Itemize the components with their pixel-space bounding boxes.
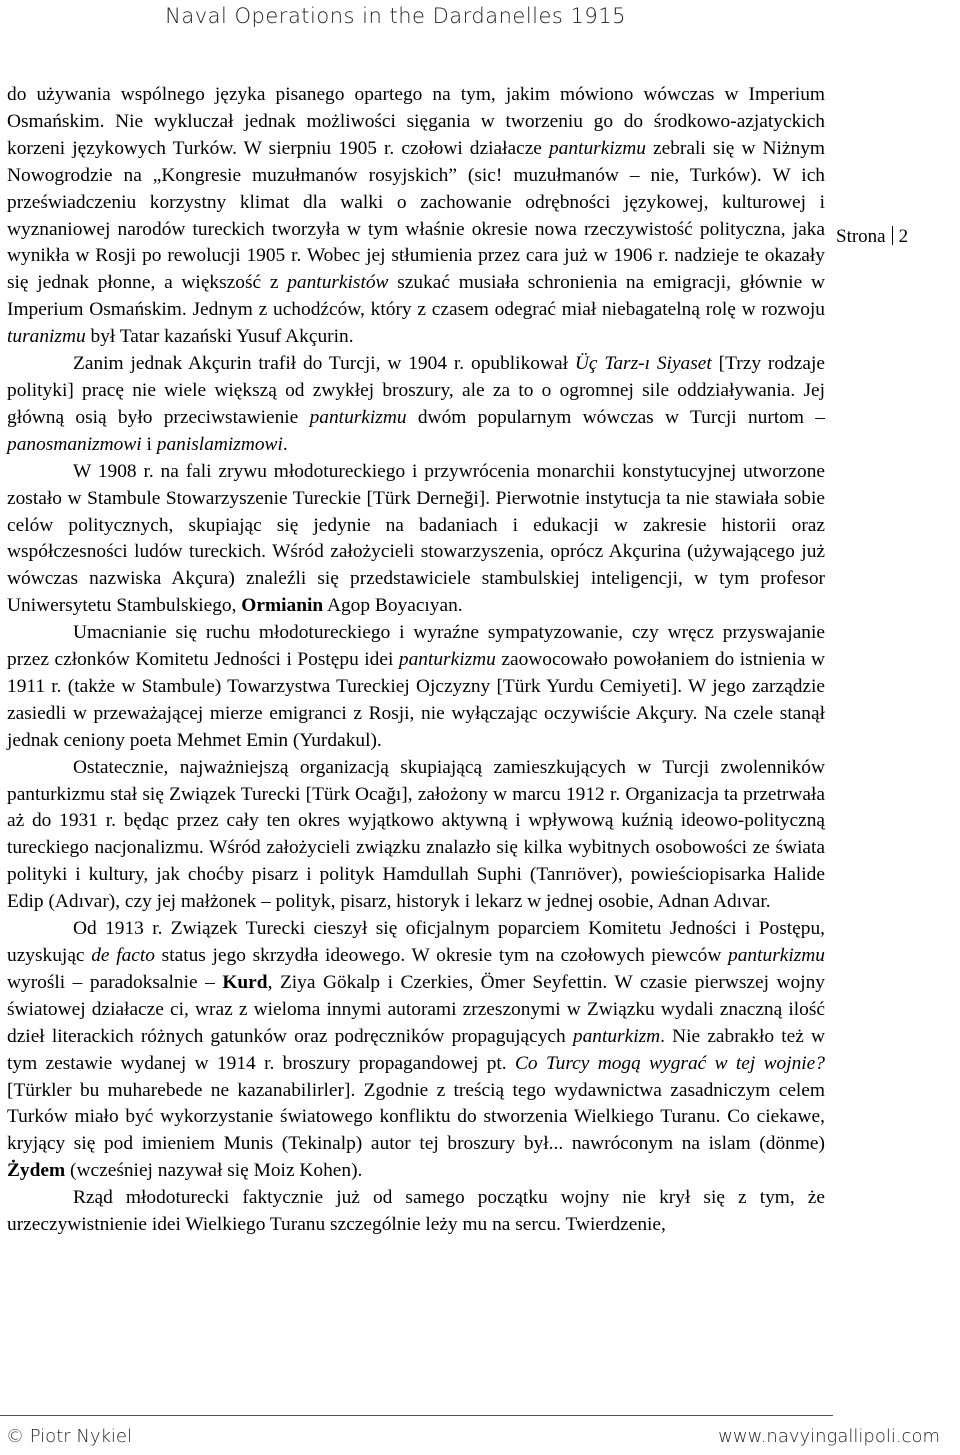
text-run: , Ziya Gökalp i Czerkies, Ömer Seyfettin. W czasie pierwszej wojny światowej działacze ci, wraz z wieloma innymi autorami zrzeszonymi w Związku wydali znaczną ilość dzieł literackich różnych gatunków oraz podręczników propagujących	[7, 971, 825, 1047]
italic-text: panturkizmu	[398, 649, 496, 671]
italic-text: panosmanizmowi	[7, 433, 142, 455]
italic-text: panturkizmu	[728, 945, 825, 966]
page-number: 2	[898, 226, 909, 247]
text-run: Agop Boyacıyan.	[323, 595, 463, 617]
text-run: [Trzy rodzaje polityki] pracę nie wiele większą od zwykłej broszury, ale za to o ogromnej sile oddziaływania. Jej główną osią było przeciwstawienie	[7, 353, 825, 428]
paragraph	[7, 755, 825, 916]
text-run: dwóm popularnym wówczas w Turcji nurtom –	[406, 406, 825, 428]
text-run: Zanim jednak Akçurin trafił do Turcji, w 1904 r. opublikował	[73, 353, 575, 375]
paragraph	[7, 916, 825, 1185]
running-header: Naval Operations in the Dardanelles 1915	[165, 4, 626, 28]
paragraph	[7, 620, 825, 755]
italic-text: panturkizm	[572, 1025, 661, 1047]
italic-text: de facto	[91, 945, 155, 966]
italic-text: Üç Tarz-ı Siyaset	[574, 353, 712, 375]
text-run: Umacnianie się ruchu młodotureckiego i wyraźne sympatyzowanie, czy wręcz przyswajanie przez członków Komitetu Jedności i Postępu idei	[7, 622, 825, 671]
text-run: zebrali się w Niżnym Nowogrodzie na „Kongresie muzułmanów rosyjskich” (sic! muzułmanów – nie, Turków). W ich przeświadczeniu korzystny klimat dla walki o zachowanie odrębności językowej, kulturowej i wyznaniowej narodów tureckich tworzyła w tym właśnie okresie nowa rzeczywistość polityczna, jaka wynikła w Rosji po rewolucji 1905 r. Wobec jej stłumienia przez cara już w 1906 r. nadzieje te okazały się jednak płonne, a większość z	[7, 137, 825, 294]
text-run: do używania wspólnego języka pisanego opartego na tym, jakim mówiono wówczas w Imperium Osmańskim. Nie wykluczał jednak możliwości sięgania w tworzeniu go do środkowo-azjatyckich korzeni językowych Turków. W sierpniu 1905 r. czołowi działacze	[7, 84, 825, 159]
paragraph	[7, 1185, 825, 1239]
page-number-label	[836, 226, 908, 248]
footer-website: www.navyingallipoli.com	[718, 1426, 940, 1447]
text-run: (wcześniej nazywał się Moiz Kohen).	[65, 1160, 363, 1182]
paragraph	[7, 459, 825, 620]
text-run: Od 1913 r. Związek Turecki cieszył się oficjalnym poparciem Komitetu Jedności i Postępu, uzyskując	[7, 918, 825, 966]
italic-text: panturkizmu	[309, 406, 407, 428]
bold-text: Żydem	[7, 1160, 66, 1182]
paragraph	[7, 351, 825, 459]
page-number-divider	[892, 226, 893, 245]
bold-text: Kurd	[222, 971, 268, 993]
text-run: był Tatar kazański Yusuf Akçurin.	[85, 326, 354, 348]
text-run: Ostatecznie, najważniejszą organizacją skupiającą zamieszkujących w Turcji zwolenników panturkizmu stał się Związek Turecki [Türk Ocağı], założony w marcu 1912 r. Organizacja ta przetrwała aż do 1931 r. będąc przez cały ten okres wyjątkowo aktywną i wpływową kuźnią ideowo-polityczną tureckiego nacjonalizmu. Wśród założycieli związku znalazło się kilka wybitnych osobowości ze świata polityki i kultury, jak choćby pisarz i polityk Hamdullah Suphi (Tanrıöver), powieściopisarka Halide Edip (Adıvar), czy jej małżonek – polityk, pisarz, historyk i lekarz w jednej osobie, Adnan Adıvar.	[7, 756, 825, 913]
text-run: zaowocowało powołaniem do istnienia w 1911 r. (także w Stambule) Towarzystwa Tureckiej Ojczyzny [Türk Yurdu Cemiyeti]. W jego zarządzie zasiedli w przeważającej mierze emigranci z Rosji, nie wyłączając oczywiście Akçury. Na czele stanął jednak ceniony poeta Mehmet Emin (Yurdakul).	[7, 649, 825, 751]
text-run: szukać musiała schronienia na emigracji, głównie w Imperium Osmańskim. Jednym z uchodźców, który z czasem odegrać miał niebagatelną rolę w rozwoju	[7, 272, 825, 321]
italic-text: panislamizmowi	[156, 433, 283, 455]
text-run: . Nie zabrakło też w tym zestawie wydanej w 1914 r. broszury propagandowej pt.	[7, 1025, 825, 1074]
footer-author: © Piotr Nykiel	[6, 1426, 132, 1447]
main-text	[7, 82, 825, 1239]
text-run: Rząd młodoturecki faktycznie już od samego początku wojny nie krył się z tym, że urzeczywistnienie idei Wielkiego Turanu szczególnie leży mu na sercu. Twierdzenie,	[7, 1187, 825, 1236]
italic-text: Co Turcy mogą wygrać w tej wojnie?	[514, 1052, 825, 1074]
text-run: [Türkler bu muharebede ne kazanabilirler]. Zgodnie z treścią tego wydawnictwa zasadniczym celem Turków miało być wykorzystanie światowego konfliktu do stworzenia Wielkiego Turanu. Co ciekawe, kryjący się pod imieniem Munis (Tekinalp) autor tej broszury był... nawróconym na islam (dönme)	[7, 1079, 825, 1155]
text-run: .	[282, 433, 288, 455]
bold-text: Ormianin	[241, 595, 324, 617]
text-run: wyrośli – paradoksalnie –	[7, 971, 223, 993]
italic-text: panturkistów	[287, 272, 389, 294]
text-run: i	[141, 433, 157, 455]
text-run: status jego skrzydła ideowego. W okresie tym na czołowych piewców	[154, 945, 729, 966]
page-label-word: Strona	[836, 226, 886, 247]
footer-divider	[0, 1415, 833, 1416]
italic-text: turanizmu	[7, 326, 86, 348]
text-run: W 1908 r. na fali zrywu młodotureckiego i przywrócenia monarchii konstytucyjnej utworzone zostało w Stambule Stowarzyszenie Tureckie [Türk Derneği]. Pierwotnie instytucja ta nie stawiała sobie celów politycznych, skupiając się jedynie na badaniach i edukacji w zakresie historii oraz współczesności ludów tureckich. Wśród założycieli stowarzyszenia, oprócz Akçurina (używającego już wówczas nazwiska Akçura) znaleźli się przedstawiciele stambulskiej inteligencji, w tym profesor Uniwersytetu Stambulskiego,	[7, 460, 825, 617]
italic-text: panturkizmu	[548, 137, 646, 159]
paragraph	[7, 82, 825, 351]
